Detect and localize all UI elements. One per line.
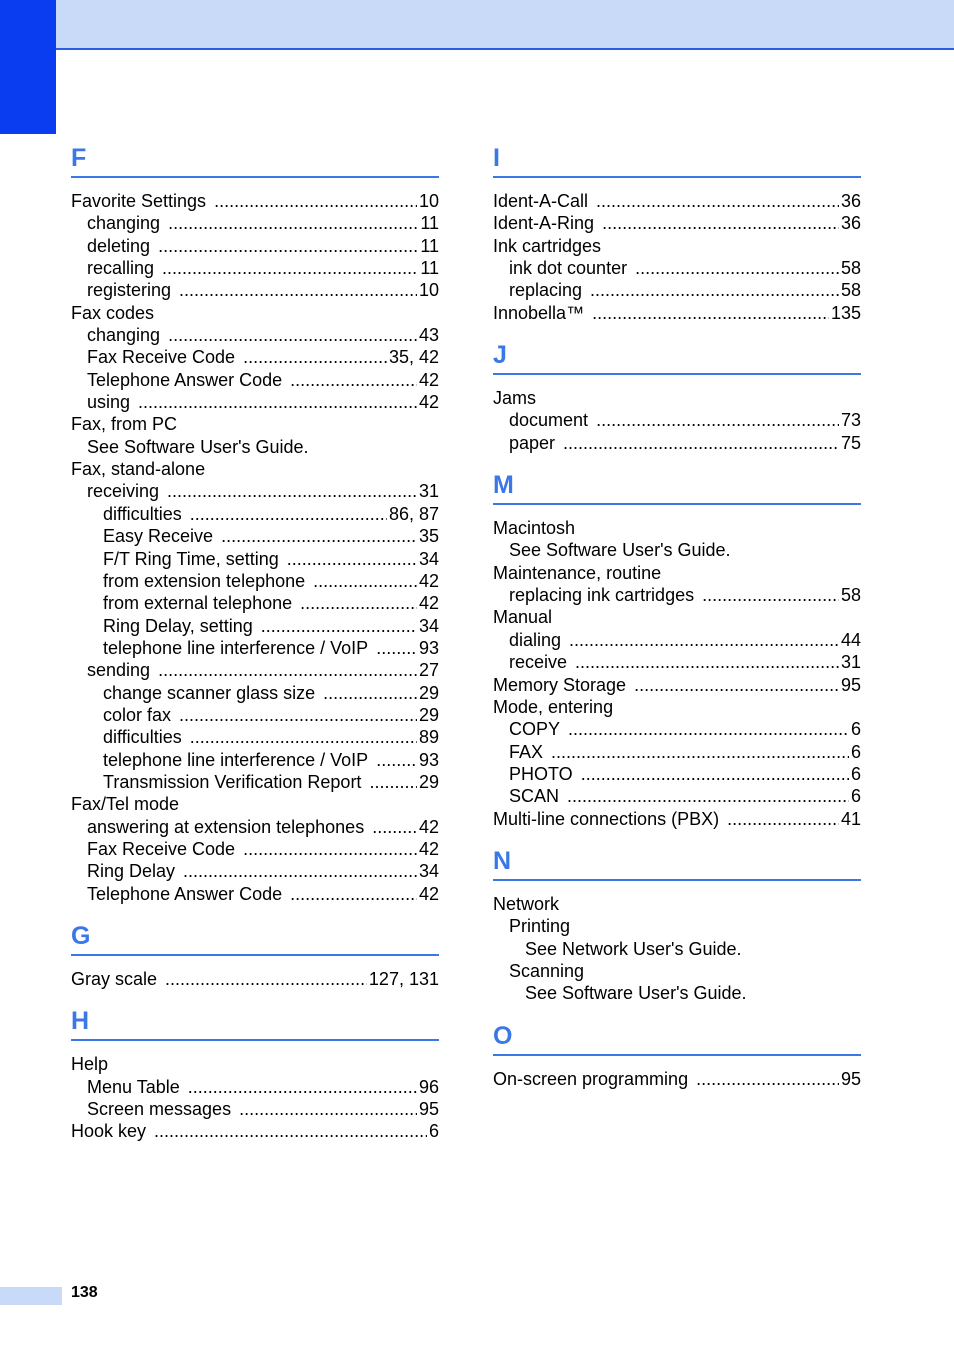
dot-leader — [183, 860, 417, 882]
dot-leader — [154, 1120, 427, 1142]
index-entry — [71, 659, 439, 681]
entry-pages: 95 — [418, 1099, 439, 1120]
entry-label: Favorite Settings — [71, 191, 207, 211]
dot-leader — [727, 808, 839, 830]
entry-label: receive — [509, 652, 568, 673]
entry-label: Ident-A-Ring — [493, 213, 595, 234]
entry-pages: 89 — [418, 727, 439, 748]
entry-pages: 75 — [840, 432, 861, 453]
entry-label: See Software User's Guide. — [509, 540, 731, 561]
section-letter: H — [71, 1003, 439, 1041]
entry-pages: 127, 131 — [368, 969, 439, 989]
entry-label: recalling — [87, 258, 155, 279]
chapter-tab — [0, 0, 56, 134]
entry-label: difficulties — [103, 727, 182, 748]
index-entry — [493, 893, 861, 915]
entry-label: Printing — [509, 916, 571, 937]
entry-pages: 6 — [850, 763, 861, 784]
index-entry — [71, 726, 439, 748]
dot-leader — [290, 883, 417, 905]
header-band — [0, 0, 954, 50]
index-entry — [493, 718, 861, 740]
entry-pages: 31 — [418, 481, 439, 502]
dot-leader — [696, 1068, 839, 1090]
entry-label: telephone line interference / VoIP — [103, 637, 369, 658]
index-entry — [493, 562, 861, 584]
entry-pages: 29 — [418, 771, 439, 792]
entry-pages: 29 — [418, 704, 439, 725]
entry-label: Fax codes — [71, 302, 155, 323]
entry-label: Fax Receive Code — [87, 347, 236, 368]
entry-label: paper — [509, 432, 556, 453]
entry-pages: 42 — [418, 883, 439, 904]
entry-label: replacing — [509, 280, 583, 301]
index-section-o — [493, 1018, 861, 1090]
index-entry — [493, 409, 861, 431]
entry-label: Jams — [493, 388, 537, 409]
index-entry — [71, 883, 439, 905]
dot-leader — [162, 257, 418, 279]
index-section-g — [71, 918, 439, 990]
entry-label: Innobella™ — [493, 302, 585, 323]
entry-label: Ident-A-Call — [493, 191, 589, 211]
entry-label: See Network User's Guide. — [525, 938, 742, 959]
index-entry — [493, 212, 861, 234]
index-entry — [71, 212, 439, 234]
dot-leader — [569, 629, 839, 651]
entry-label: from external telephone — [103, 593, 293, 614]
entry-label: Manual — [493, 607, 553, 628]
entry-pages: 36 — [840, 191, 861, 211]
entry-label: SCAN — [509, 786, 560, 807]
dot-leader — [376, 749, 417, 771]
entry-label: Transmission Verification Report — [103, 771, 362, 792]
entry-pages: 10 — [418, 280, 439, 301]
dot-leader — [634, 674, 839, 696]
entry-pages: 31 — [840, 652, 861, 673]
section-letter: O — [493, 1018, 861, 1056]
section-letter: I — [493, 140, 861, 178]
dot-leader — [190, 726, 417, 748]
index-entry — [493, 651, 861, 673]
entry-pages: 42 — [418, 816, 439, 837]
entry-pages: 58 — [840, 585, 861, 606]
index-entry — [71, 1098, 439, 1120]
entry-label: Ring Delay — [87, 861, 176, 882]
dot-leader — [323, 682, 417, 704]
index-section-j — [493, 337, 861, 454]
entry-pages: 95 — [840, 674, 861, 695]
dot-leader — [369, 771, 417, 793]
index-entry — [71, 1076, 439, 1098]
entry-label: Hook key — [71, 1121, 147, 1142]
dot-leader — [239, 1098, 417, 1120]
index-section-f — [71, 140, 439, 905]
entry-pages: 86, 87 — [388, 503, 439, 524]
entry-label: replacing ink cartridges — [509, 585, 695, 606]
index-column-right — [493, 140, 861, 1103]
index-entry — [71, 480, 439, 502]
entry-label: Ink cartridges — [493, 235, 602, 256]
dot-leader — [596, 409, 839, 431]
index-section-n — [493, 843, 861, 1005]
entry-pages: 36 — [840, 213, 861, 234]
dot-leader — [179, 279, 417, 301]
entry-label: Mode, entering — [493, 696, 614, 717]
entry-pages: 11 — [420, 235, 439, 256]
entry-label: telephone line interference / VoIP — [103, 749, 369, 770]
index-entry — [493, 1068, 861, 1090]
index-entry — [71, 838, 439, 860]
dot-leader — [581, 763, 849, 785]
index-entry — [493, 432, 861, 454]
index-entry — [71, 369, 439, 391]
entry-pages: 10 — [418, 191, 439, 211]
entry-pages: 29 — [418, 682, 439, 703]
entry-label: Fax Receive Code — [87, 838, 236, 859]
index-entry — [71, 682, 439, 704]
entry-pages: 6 — [850, 719, 861, 740]
dot-leader — [590, 279, 839, 301]
index-entry — [493, 235, 861, 257]
index-entry — [493, 584, 861, 606]
dot-leader — [165, 968, 367, 990]
index-entry — [71, 436, 439, 458]
entry-label: Multi-line connections (PBX) — [493, 808, 720, 829]
entry-pages: 35 — [418, 526, 439, 547]
index-entry — [71, 391, 439, 413]
entry-label: Telephone Answer Code — [87, 369, 283, 390]
section-letter: M — [493, 467, 861, 505]
index-entry — [493, 190, 861, 212]
entry-pages: 73 — [840, 410, 861, 431]
index-entry — [71, 860, 439, 882]
dot-leader — [190, 503, 387, 525]
dot-leader — [261, 615, 417, 637]
entry-pages: 42 — [418, 838, 439, 859]
section-letter: G — [71, 918, 439, 956]
entry-pages: 35, 42 — [388, 347, 439, 368]
entry-pages: 41 — [840, 808, 861, 829]
entry-label: Easy Receive — [103, 526, 214, 547]
dot-leader — [168, 324, 417, 346]
entry-label: F/T Ring Time, setting — [103, 548, 279, 569]
dot-leader — [168, 212, 418, 234]
index-entry — [493, 696, 861, 718]
dot-leader — [575, 651, 839, 673]
entry-label: Fax/Tel mode — [71, 794, 180, 815]
entry-label: Memory Storage — [493, 674, 627, 695]
entry-label: Network — [493, 893, 560, 914]
entry-pages: 34 — [418, 615, 439, 636]
entry-label: Fax, stand-alone — [71, 459, 206, 480]
index-column-left — [71, 140, 439, 1156]
index-entry — [493, 629, 861, 651]
entry-pages: 27 — [418, 660, 439, 681]
index-entry — [493, 808, 861, 830]
index-entry — [71, 257, 439, 279]
index-entry — [493, 741, 861, 763]
entry-label: Maintenance, routine — [493, 562, 662, 583]
dot-leader — [300, 592, 417, 614]
entry-pages: 93 — [418, 749, 439, 770]
entry-label: Gray scale — [71, 969, 158, 989]
entry-label: changing — [87, 213, 161, 234]
index-entry — [71, 548, 439, 570]
index-entry — [71, 615, 439, 637]
dot-leader — [313, 570, 417, 592]
entry-pages: 11 — [420, 258, 439, 279]
index-entry — [71, 1053, 439, 1075]
index-section-m — [493, 467, 861, 830]
index-entry — [71, 235, 439, 257]
dot-leader — [158, 659, 417, 681]
entry-label: COPY — [509, 719, 561, 740]
index-entry — [71, 592, 439, 614]
index-entry — [493, 785, 861, 807]
entry-label: dialing — [509, 629, 562, 650]
index-entry — [493, 539, 861, 561]
dot-leader — [221, 525, 417, 547]
entry-label: On-screen programming — [493, 1068, 689, 1089]
entry-label: See Software User's Guide. — [525, 983, 747, 1004]
dot-leader — [596, 190, 839, 212]
entry-label: change scanner glass size — [103, 682, 316, 703]
index-entry — [71, 968, 439, 990]
dot-leader — [179, 704, 417, 726]
entry-pages: 44 — [840, 629, 861, 650]
dot-leader — [372, 816, 417, 838]
entry-label: See Software User's Guide. — [87, 436, 309, 457]
index-entry — [71, 570, 439, 592]
dot-leader — [702, 584, 839, 606]
index-entry — [71, 704, 439, 726]
index-section-i — [493, 140, 861, 324]
entry-label: document — [509, 410, 589, 431]
entry-pages: 58 — [840, 280, 861, 301]
index-entry — [71, 816, 439, 838]
index-entry — [493, 387, 861, 409]
dot-leader — [158, 235, 418, 257]
index-entry — [71, 1120, 439, 1142]
footer-tab — [0, 1287, 62, 1305]
index-entry — [71, 637, 439, 659]
section-letter: F — [71, 140, 439, 178]
entry-label: registering — [87, 280, 172, 301]
index-entry — [71, 793, 439, 815]
dot-leader — [287, 548, 417, 570]
entry-pages: 96 — [418, 1076, 439, 1097]
entry-label: ink dot counter — [509, 258, 628, 279]
entry-label: color fax — [103, 704, 172, 725]
dot-leader — [188, 1076, 417, 1098]
index-entry — [71, 346, 439, 368]
entry-pages: 93 — [418, 637, 439, 658]
entry-pages: 43 — [418, 325, 439, 346]
index-entry — [493, 257, 861, 279]
dot-leader — [214, 190, 417, 212]
entry-label: changing — [87, 325, 161, 346]
entry-label: from extension telephone — [103, 570, 306, 591]
index-entry — [71, 279, 439, 301]
index-entry — [493, 960, 861, 982]
index-entry — [71, 413, 439, 435]
index-entry — [493, 982, 861, 1004]
dot-leader — [567, 785, 849, 807]
dot-leader — [602, 212, 839, 234]
index-entry — [71, 525, 439, 547]
dot-leader — [551, 741, 849, 763]
page-number: 138 — [71, 1284, 98, 1301]
index-entry — [493, 302, 861, 324]
dot-leader — [138, 391, 417, 413]
index-entry — [71, 324, 439, 346]
entry-label: Menu Table — [87, 1076, 180, 1097]
dot-leader — [243, 346, 387, 368]
index-entry — [493, 517, 861, 539]
entry-label: Help — [71, 1054, 109, 1075]
entry-label: Telephone Answer Code — [87, 883, 283, 904]
index-entry — [71, 190, 439, 212]
entry-pages: 42 — [418, 392, 439, 413]
entry-pages: 42 — [418, 570, 439, 591]
index-entry — [493, 938, 861, 960]
entry-label: sending — [87, 660, 151, 681]
entry-pages: 6 — [850, 741, 861, 762]
dot-leader — [568, 718, 849, 740]
dot-leader — [592, 302, 829, 324]
dot-leader — [243, 838, 417, 860]
index-entry — [71, 749, 439, 771]
index-entry — [71, 771, 439, 793]
entry-label: Fax, from PC — [71, 414, 178, 435]
entry-pages: 42 — [418, 593, 439, 614]
entry-label: Scanning — [509, 960, 585, 981]
dot-leader — [376, 637, 417, 659]
index-entry — [71, 458, 439, 480]
index-section-h — [71, 1003, 439, 1142]
entry-label: FAX — [509, 741, 544, 762]
entry-label: Screen messages — [87, 1099, 232, 1120]
entry-label: answering at extension telephones — [87, 816, 365, 837]
dot-leader — [563, 432, 839, 454]
section-letter: N — [493, 843, 861, 881]
entry-label: deleting — [87, 235, 151, 256]
index-entry — [71, 302, 439, 324]
dot-leader — [290, 369, 417, 391]
entry-label: difficulties — [103, 503, 182, 524]
entry-pages: 6 — [428, 1121, 439, 1142]
index-entry — [493, 763, 861, 785]
index-entry — [493, 674, 861, 696]
entry-pages: 11 — [420, 213, 439, 234]
entry-pages: 6 — [850, 786, 861, 807]
entry-pages: 135 — [830, 302, 861, 323]
entry-pages: 34 — [418, 548, 439, 569]
entry-label: Ring Delay, setting — [103, 615, 253, 636]
index-entry — [493, 606, 861, 628]
entry-pages: 58 — [840, 258, 861, 279]
entry-label: using — [87, 392, 131, 413]
dot-leader — [635, 257, 839, 279]
section-letter: J — [493, 337, 861, 375]
index-entry — [493, 915, 861, 937]
entry-label: receiving — [87, 481, 160, 502]
entry-label: PHOTO — [509, 763, 573, 784]
entry-pages: 34 — [418, 861, 439, 882]
entry-pages: 95 — [840, 1068, 861, 1089]
entry-label: Macintosh — [493, 518, 576, 539]
dot-leader — [167, 480, 417, 502]
index-entry — [71, 503, 439, 525]
index-entry — [493, 279, 861, 301]
entry-pages: 42 — [418, 369, 439, 390]
